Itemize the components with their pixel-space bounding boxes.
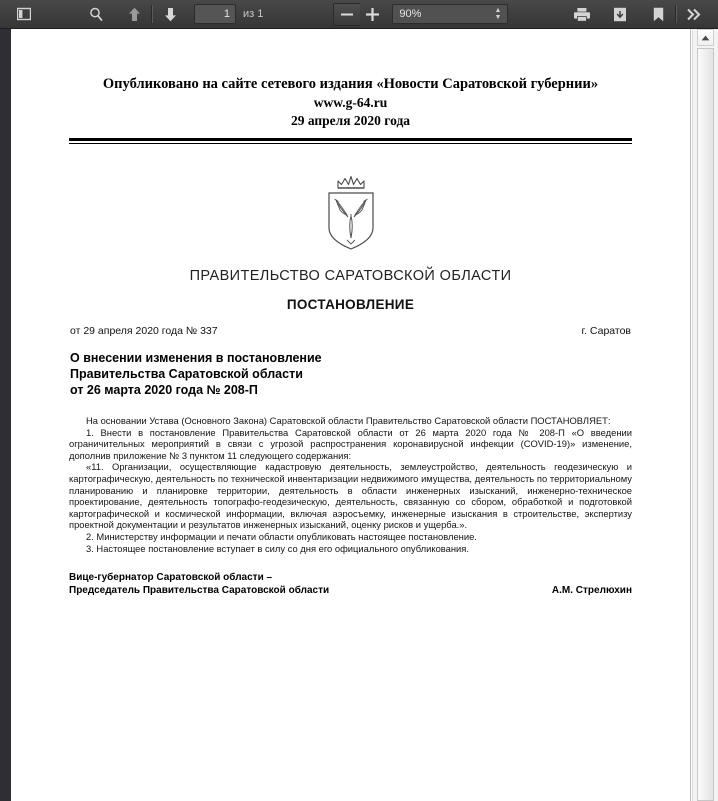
bookmark-icon[interactable] bbox=[644, 2, 672, 26]
header-divider-rule bbox=[69, 138, 632, 144]
government-name: ПРАВИТЕЛЬСТВО САРАТОВСКОЙ ОБЛАСТИ bbox=[189, 268, 512, 284]
triangle-up-icon bbox=[701, 35, 710, 41]
download-icon[interactable] bbox=[606, 2, 634, 26]
signature-position-line-2: Председатель Правительства Саратовской области bbox=[69, 585, 330, 597]
emblem-container bbox=[11, 170, 690, 254]
document-date: от 29 апреля 2020 года № 337 bbox=[70, 325, 218, 337]
toolbar-divider-2 bbox=[675, 5, 677, 23]
title-line-3: от 26 марта 2020 года № 208-П bbox=[70, 383, 258, 397]
sidebar-panel-icon[interactable] bbox=[10, 2, 38, 26]
toolbar-divider-1 bbox=[151, 5, 153, 23]
body-quote: «11. Организации, осуществляющие кадастровую деятельность, землеустройство, деятельность геодезическую и картографическую, деятельность по технической инвентаризации недвижимого имущества, деятельность по территориальному планированию и планировке территории, деятельность в области инженерных изысканий, инженерно-техническое проектирование, деятельность топографо-геодезическую, деятельность, связанную со сбором, обработкой и подготовкой картографической и космической информации, включая аэросъемку, инженерные изыскания в строительстве, экспертизу проектной документации и результатов инженерных изысканий, оценку рисков и ущерба.». bbox=[69, 461, 632, 531]
sidebar-collapsed-strip[interactable] bbox=[0, 29, 11, 801]
scroll-up-button[interactable] bbox=[697, 29, 714, 46]
title-line-2: Правительства Саратовской области bbox=[70, 367, 303, 381]
pdf-viewer bbox=[0, 29, 718, 801]
publication-line-1: Опубликовано на сайте сетевого издания «Новости Саратовской губернии» bbox=[102, 76, 599, 92]
document-title bbox=[70, 350, 690, 398]
signature-position-line-1: Вице-губернатор Саратовской области – bbox=[69, 572, 273, 584]
signatory-name: А.М. Стрелюхин bbox=[551, 585, 632, 597]
pdf-toolbar bbox=[0, 0, 718, 29]
signature-block bbox=[69, 571, 632, 597]
saratov-oblast-coat-of-arms-icon bbox=[320, 170, 382, 254]
more-tools-icon[interactable] bbox=[680, 2, 708, 26]
document-page bbox=[11, 29, 691, 801]
vertical-scrollbar[interactable] bbox=[692, 29, 718, 801]
search-icon[interactable] bbox=[82, 2, 110, 26]
zoom-level-select[interactable] bbox=[392, 4, 508, 24]
zoom-out-button[interactable] bbox=[333, 3, 360, 26]
body-item-1: 1. Внести в постановление Правительства Саратовской области от 26 марта 2020 года № 208-П «О введении ограничительных мероприятий в связи с угрозой распространения коронавирусной инфекции (COVID-19)» изменение, дополнив приложение № 3 пунктом 11 следующего содержания: bbox=[69, 426, 632, 461]
zoom-in-button[interactable] bbox=[360, 4, 384, 25]
document-kind: ПОСТАНОВЛЕНИЕ bbox=[286, 297, 415, 312]
document-city: г. Саратов bbox=[581, 325, 631, 337]
body-item-2: 2. Министерству информации и печати области опубликовать настоящее постановление. bbox=[86, 530, 477, 542]
zoom-select-wrapper bbox=[384, 4, 508, 24]
page-number-input[interactable] bbox=[194, 4, 236, 24]
publication-date: 29 апреля 2020 года bbox=[290, 113, 411, 128]
scrollbar-thumb[interactable] bbox=[697, 48, 714, 801]
body-preamble: На основании Устава (Основного Закона) Саратовской области Правительство Саратовской области ПОСТАНОВЛЯЕТ: bbox=[86, 415, 611, 426]
document-body bbox=[69, 415, 632, 554]
signature-position bbox=[69, 571, 329, 597]
arrow-up-icon[interactable] bbox=[120, 2, 148, 26]
printer-icon[interactable] bbox=[568, 2, 596, 26]
title-line-1: О внесении изменения в постановление bbox=[70, 351, 322, 365]
page-count-label: из 1 bbox=[243, 8, 264, 20]
date-city-row bbox=[70, 325, 631, 337]
publication-website: www.g-64.ru bbox=[313, 95, 388, 110]
body-item-3: 3. Настоящее постановление вступает в силу со дня его официального опубликования. bbox=[86, 542, 469, 554]
document-content bbox=[11, 29, 690, 801]
chevron-updown-icon: ▲ ▼ bbox=[494, 7, 502, 21]
arrow-down-icon[interactable] bbox=[156, 2, 184, 26]
